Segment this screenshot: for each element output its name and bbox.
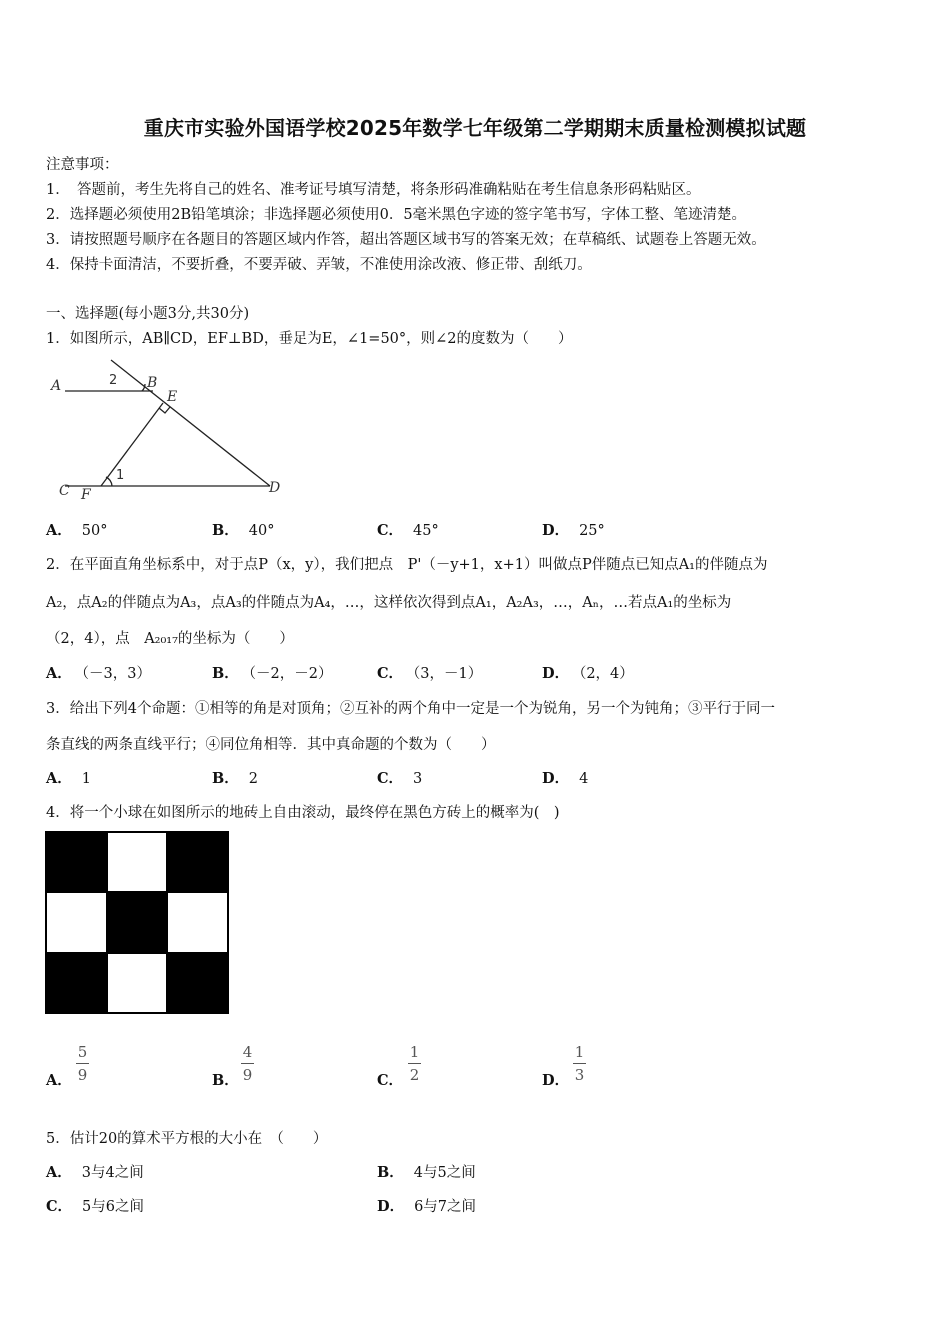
point-label-b: B: [147, 375, 158, 391]
q3-option-c: C． 3: [377, 770, 423, 787]
white-tile: [167, 892, 228, 952]
point-label-d: D: [269, 480, 281, 496]
q1-option-d: D． 25°: [542, 522, 605, 539]
notice-item: 1． 答题前，考生先将自己的姓名、准考证号填写清楚，将条形码准确粘贴在考生信息条形码粘贴区。: [46, 182, 701, 198]
black-tile: [46, 832, 107, 892]
angle-label-2: 2: [109, 373, 118, 388]
notice-item: 4．保持卡面清洁，不要折叠，不要弄破、弄皱，不准使用涂改液、修正带、刮纸刀。: [46, 257, 592, 273]
question-1-stem: 1．如图所示，AB∥CD，EF⊥BD，垂足为E，∠1=50°，则∠2的度数为（ ）: [46, 331, 573, 347]
white-tile: [46, 892, 107, 952]
q2-option-b: B． （－2，－2）: [212, 665, 333, 682]
q4-option-d-letter: D．: [542, 1072, 570, 1089]
notice-item: 2．选择题必须使用2B铅笔填涂；非选择题必须使用0．5毫米黑色字迹的签字笔书写，字体工整、笔迹清楚。: [46, 207, 747, 223]
question-2-line-2: A₂，点A₂的伴随点为A₃，点A₃的伴随点为A₄，…，这样依次得到点A₁，A₂A₃，…，Aₙ，…若点A₁的坐标为: [46, 595, 732, 611]
q4-option-b-letter: B．: [212, 1072, 239, 1089]
q1-option-a: A． 50°: [46, 522, 108, 539]
checkerboard-figure: [45, 831, 229, 1014]
point-label-c: C: [59, 483, 70, 499]
black-tile: [167, 953, 228, 1013]
q3-option-b: B． 2: [212, 770, 258, 787]
q1-option-b: B． 40°: [212, 522, 275, 539]
angle-label-1: 1: [116, 468, 125, 483]
q5-option-a: A． 3与4之间: [46, 1164, 144, 1181]
q2-option-d: D． （2，4）: [542, 665, 634, 682]
white-tile: [107, 832, 168, 892]
q4-option-a-fraction: 5 9: [77, 1043, 88, 1084]
page-title: 重庆市实验外国语学校2025年数学七年级第二学期期末质量检测模拟试题: [143, 116, 807, 140]
section-heading: 一、选择题(每小题3分,共30分): [46, 306, 250, 322]
q3-option-a: A． 1: [46, 770, 91, 787]
question-3-line-1: 3．给出下列4个命题：①相等的角是对顶角；②互补的两个角中一定是一个为锐角，另一个为钝角；③平行于同一: [46, 701, 775, 717]
q2-option-c: C． （3，－1）: [377, 665, 483, 682]
question-3-line-2: 条直线的两条直线平行；④同位角相等．其中真命题的个数为（ ）: [46, 737, 496, 753]
q4-option-b-fraction: 4 9: [242, 1043, 253, 1084]
black-tile: [167, 832, 228, 892]
q4-option-c-fraction: 1 2: [409, 1043, 420, 1084]
notice-item: 3．请按照题号顺序在各题目的答题区域内作答，超出答题区域书写的答案无效；在草稿纸、试题卷上答题无效。: [46, 232, 766, 248]
q4-option-a-letter: A．: [46, 1072, 72, 1089]
q5-option-b: B． 4与5之间: [377, 1164, 476, 1181]
q1-option-c: C． 45°: [377, 522, 439, 539]
question-2-line-1: 2．在平面直角坐标系中，对于点P（x，y），我们把点 P'（－y+1，x+1）叫做点P伴随点已知点A₁的伴随点为: [46, 557, 768, 573]
black-tile: [46, 953, 107, 1013]
point-label-a: A: [51, 378, 62, 394]
question-5-stem: 5．估计20的算术平方根的大小在 （ ）: [46, 1131, 328, 1147]
q4-option-d-fraction: 1 3: [574, 1043, 585, 1084]
question-2-line-3: （2，4），点 A₂₀₁₇的坐标为（ ）: [46, 631, 294, 647]
question-1-figure: [45, 352, 295, 504]
q5-option-d: D． 6与7之间: [377, 1198, 477, 1215]
question-4-stem: 4．将一个小球在如图所示的地砖上自由滚动，最终停在黑色方砖上的概率为( ): [46, 805, 560, 821]
q3-option-d: D． 4: [542, 770, 589, 787]
q2-option-a: A． （－3，3）: [46, 665, 151, 682]
notice-heading: 注意事项：: [46, 157, 119, 173]
white-tile: [107, 953, 168, 1013]
black-tile: [107, 892, 168, 952]
point-label-f: F: [81, 487, 91, 503]
point-label-e: E: [167, 389, 178, 405]
q4-option-c-letter: C．: [377, 1072, 404, 1089]
q5-option-c: C． 5与6之间: [46, 1198, 144, 1215]
